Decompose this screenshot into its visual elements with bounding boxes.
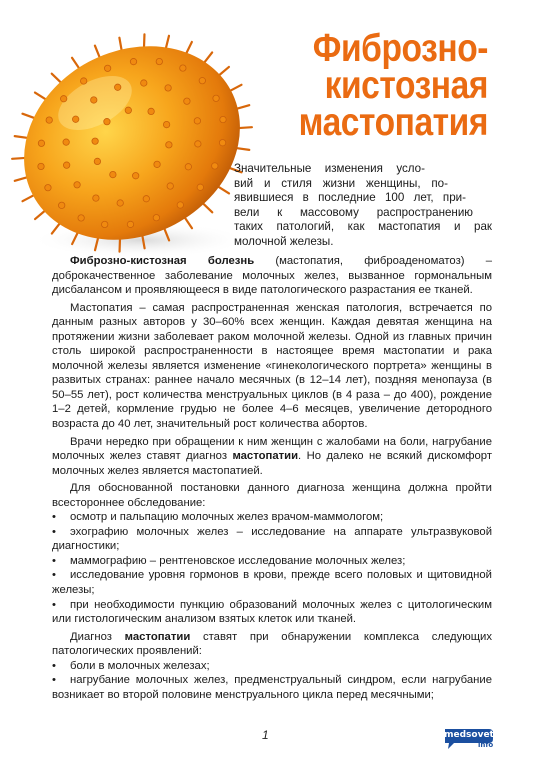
intro-line: вели к массовому распространению <box>234 205 473 219</box>
list-item <box>52 598 492 627</box>
fruit-bump <box>93 195 99 201</box>
fruit-bump <box>195 141 201 147</box>
bullet-icon: • <box>52 659 56 672</box>
intro-paragraph <box>234 162 492 250</box>
title-line-1: Фиброзно- <box>312 27 488 70</box>
list-item <box>52 673 492 702</box>
list-item-text: эхографию молочных желез – исследование на аппарате ультразвуковой диагностики; <box>52 525 492 553</box>
list-item <box>52 568 492 597</box>
fruit-bump <box>212 163 218 169</box>
fruit-bump <box>104 118 110 124</box>
fruit-bump <box>38 163 44 169</box>
site-logo[interactable] <box>442 726 496 754</box>
fruit-bump <box>114 84 120 90</box>
logo-subtext: info <box>478 741 494 749</box>
fruit-bump <box>60 96 66 102</box>
list-item <box>52 525 492 554</box>
fruit-bump <box>38 140 44 146</box>
exam-list <box>52 510 492 626</box>
fruit-bump <box>45 184 51 190</box>
list-item-text: маммографию – рентгеновское исследование молочных желез; <box>70 554 406 567</box>
diagnosis-text-end: . Но далеко не всякий дискомфорт молочных желез является мастопатией. <box>52 450 493 477</box>
symptoms-list <box>52 659 492 703</box>
bullet-icon: • <box>52 525 56 538</box>
fruit-bump <box>163 121 169 127</box>
fruit-bump <box>167 183 173 189</box>
list-item-text: исследование уровня гормонов в крови, прежде всего половых и щитовидной железы; <box>52 569 492 597</box>
fruit-bump <box>132 173 138 179</box>
fruit-bump <box>46 117 52 123</box>
fruit-bump <box>194 118 200 124</box>
bullet-icon: • <box>52 511 56 524</box>
fruit-bump <box>94 158 100 164</box>
symptoms-text-start: Диагноз <box>70 630 125 643</box>
fruit-bump <box>185 164 191 170</box>
fruit-bump <box>58 202 64 208</box>
fruit-bump <box>180 65 186 71</box>
symptoms-text-end: ставят при обнаружении комплекса следующих патологических проявлений: <box>52 630 493 658</box>
list-item <box>52 510 492 525</box>
fruit-bump <box>74 182 80 188</box>
definition-text: (мастопатия, фиброаденоматоз) – доброкачественное заболевание молочных желез, вызванное гормональным дисбалансом и проявляющееся в виде патологического разрастания ее тканей. <box>52 255 493 297</box>
fruit-bump <box>80 78 86 84</box>
fruit-bump <box>197 184 203 190</box>
bullet-icon: • <box>52 598 56 611</box>
fruit-bump <box>63 139 69 145</box>
fruit-bump <box>143 196 149 202</box>
title-line-3: мастопатия <box>298 101 488 144</box>
fruit-bump <box>78 215 84 221</box>
page-title <box>213 27 488 144</box>
list-item-text: при необходимости пункцию образований молочных желез с цитологическим или гистологическим анализом взятых клеток или тканей. <box>52 598 492 626</box>
fruit-bump <box>104 65 110 71</box>
definition-paragraph <box>52 254 492 298</box>
intro-line: молочной железы. <box>234 234 334 248</box>
title-line-2: кистозная <box>324 64 488 107</box>
bullet-icon: • <box>52 674 56 687</box>
fruit-bump <box>177 202 183 208</box>
fruit-bump <box>166 142 172 148</box>
fruit-bump <box>117 200 123 206</box>
fruit-bump <box>92 138 98 144</box>
intro-line: явившиеся в последние 100 лет, при- <box>234 191 466 205</box>
fruit-bump <box>125 107 131 113</box>
article-body <box>52 254 492 702</box>
diagnosis-text-start: Врачи нередко при обращении к ним женщин с жалобами на боли, нагрубание молочных желез ставят диагноз <box>52 435 492 463</box>
fruit-bump <box>156 58 162 64</box>
fruit-bump <box>72 116 78 122</box>
fruit-bump <box>199 77 205 83</box>
list-item <box>52 659 492 674</box>
diagnosis-paragraph <box>52 435 492 479</box>
fruit-bump <box>91 97 97 103</box>
fruit-bump <box>130 58 136 64</box>
fruit-bump <box>127 221 133 227</box>
intro-line: Значительные изменения усло- <box>234 162 425 175</box>
fruit-bump <box>184 98 190 104</box>
logo-text: medsovet <box>444 730 494 740</box>
page-number: 1 <box>262 728 269 742</box>
prevalence-paragraph: Мастопатия – самая распространенная женская патология, встречается по данным разных авторов у 30–60% всех женщин. Каждая девятая женщина на протяжении жизни заболевает раком молочной железы. Одной из главных причин столь широкой распространенности в настоящее время мастопатии и рака молочной железы является изменение «гинекологического портрета» женщины в развитых странах: раннее начало месячных (в 12–14 лет), поздняя менопауза (в 50–55 лет), рост количества менструальных циклов (в 4 раза – до 400), рождение 1–2 детей, кормление грудью не более 4–6 месяцев, увеличение детородного возраста до 40 лет, значительный рост количества абортов. <box>52 301 492 431</box>
fruit-bump <box>141 80 147 86</box>
list-item-text: осмотр и пальпацию молочных желез врачом-маммологом; <box>70 511 384 524</box>
fruit-bump <box>153 215 159 221</box>
list-item <box>52 554 492 569</box>
intro-line: вий и стиля жизни женщины, по- <box>234 176 448 190</box>
exam-intro-paragraph: Для обоснованной постановки данного диагноза женщина должна пройти всестороннее обследование: <box>52 482 492 509</box>
symptoms-intro-paragraph <box>52 630 492 659</box>
fruit-bump <box>154 161 160 167</box>
list-item-text: нагрубание молочных желез, предменструальный синдром, если нагрубание возникает во второй половине менструального цикла перед месячными; <box>52 674 492 701</box>
diagnosis-term: мастопатии <box>232 450 299 463</box>
list-item-text: боли в молочных железах; <box>70 659 210 672</box>
definition-term: Фиброзно-кистозная болезнь <box>70 255 255 267</box>
fruit-bump <box>102 221 108 227</box>
intro-line: таких патологий, как мастопатия и рак <box>234 220 492 234</box>
fruit-bump <box>63 162 69 168</box>
bullet-icon: • <box>52 554 56 567</box>
bullet-icon: • <box>52 569 56 582</box>
fruit-bump <box>148 108 154 114</box>
symptoms-term: мастопатии <box>124 630 191 643</box>
fruit-bump <box>165 85 171 91</box>
fruit-bump <box>110 171 116 177</box>
